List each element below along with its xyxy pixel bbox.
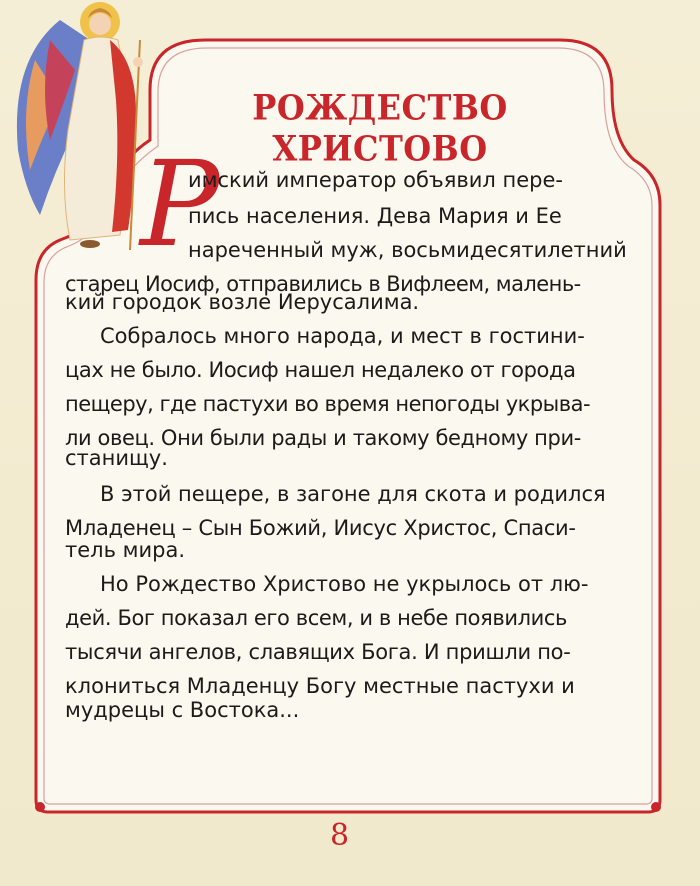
- text-line: кий городок возле Иерусалима.: [65, 290, 420, 314]
- text-line: нареченный муж, восьмидесятилетний: [188, 238, 627, 262]
- text-line: клониться Младенцу Богу местные пастухи и: [65, 674, 575, 698]
- text-line: станищу.: [65, 446, 168, 470]
- text-line: В этой пещере, в загоне для скота и родился: [100, 482, 606, 506]
- corner-ornament-right: [651, 802, 661, 812]
- corner-ornament-left: [35, 802, 45, 812]
- text-line: мудрецы с Востока...: [65, 698, 300, 722]
- page-number: 8: [330, 818, 350, 853]
- text-line: Собралось много народа, и мест в гостини-: [100, 324, 585, 348]
- angel-illustration: [17, 2, 143, 250]
- text-line: имский император объявил пере-: [188, 168, 563, 192]
- text-line: тель мира.: [65, 538, 185, 562]
- text-line: тысячи ангелов, славящих Бога. И пришли по-: [65, 640, 571, 664]
- text-line: ли овец. Они были рады и такому бедному при-: [65, 426, 581, 450]
- text-line: старец Иосиф, отправились в Вифлеем, малень-: [65, 272, 581, 296]
- drop-cap: Р: [140, 135, 220, 273]
- page-title: РОЖДЕСТВО ХРИСТОВО: [252, 86, 508, 170]
- text-line: Младенец – Сын Божий, Иисус Христос, Спаси-: [65, 516, 576, 540]
- text-line: дей. Бог показал его всем, и в небе появились: [65, 606, 567, 630]
- text-line: пещеру, где пастухи во время непогоды укрыва-: [65, 392, 591, 416]
- text-line: цах не было. Иосиф нашел недалеко от города: [65, 358, 576, 382]
- text-line: пись населения. Дева Мария и Ее: [188, 204, 562, 228]
- text-line: Но Рождество Христово не укрылось от лю-: [100, 572, 589, 596]
